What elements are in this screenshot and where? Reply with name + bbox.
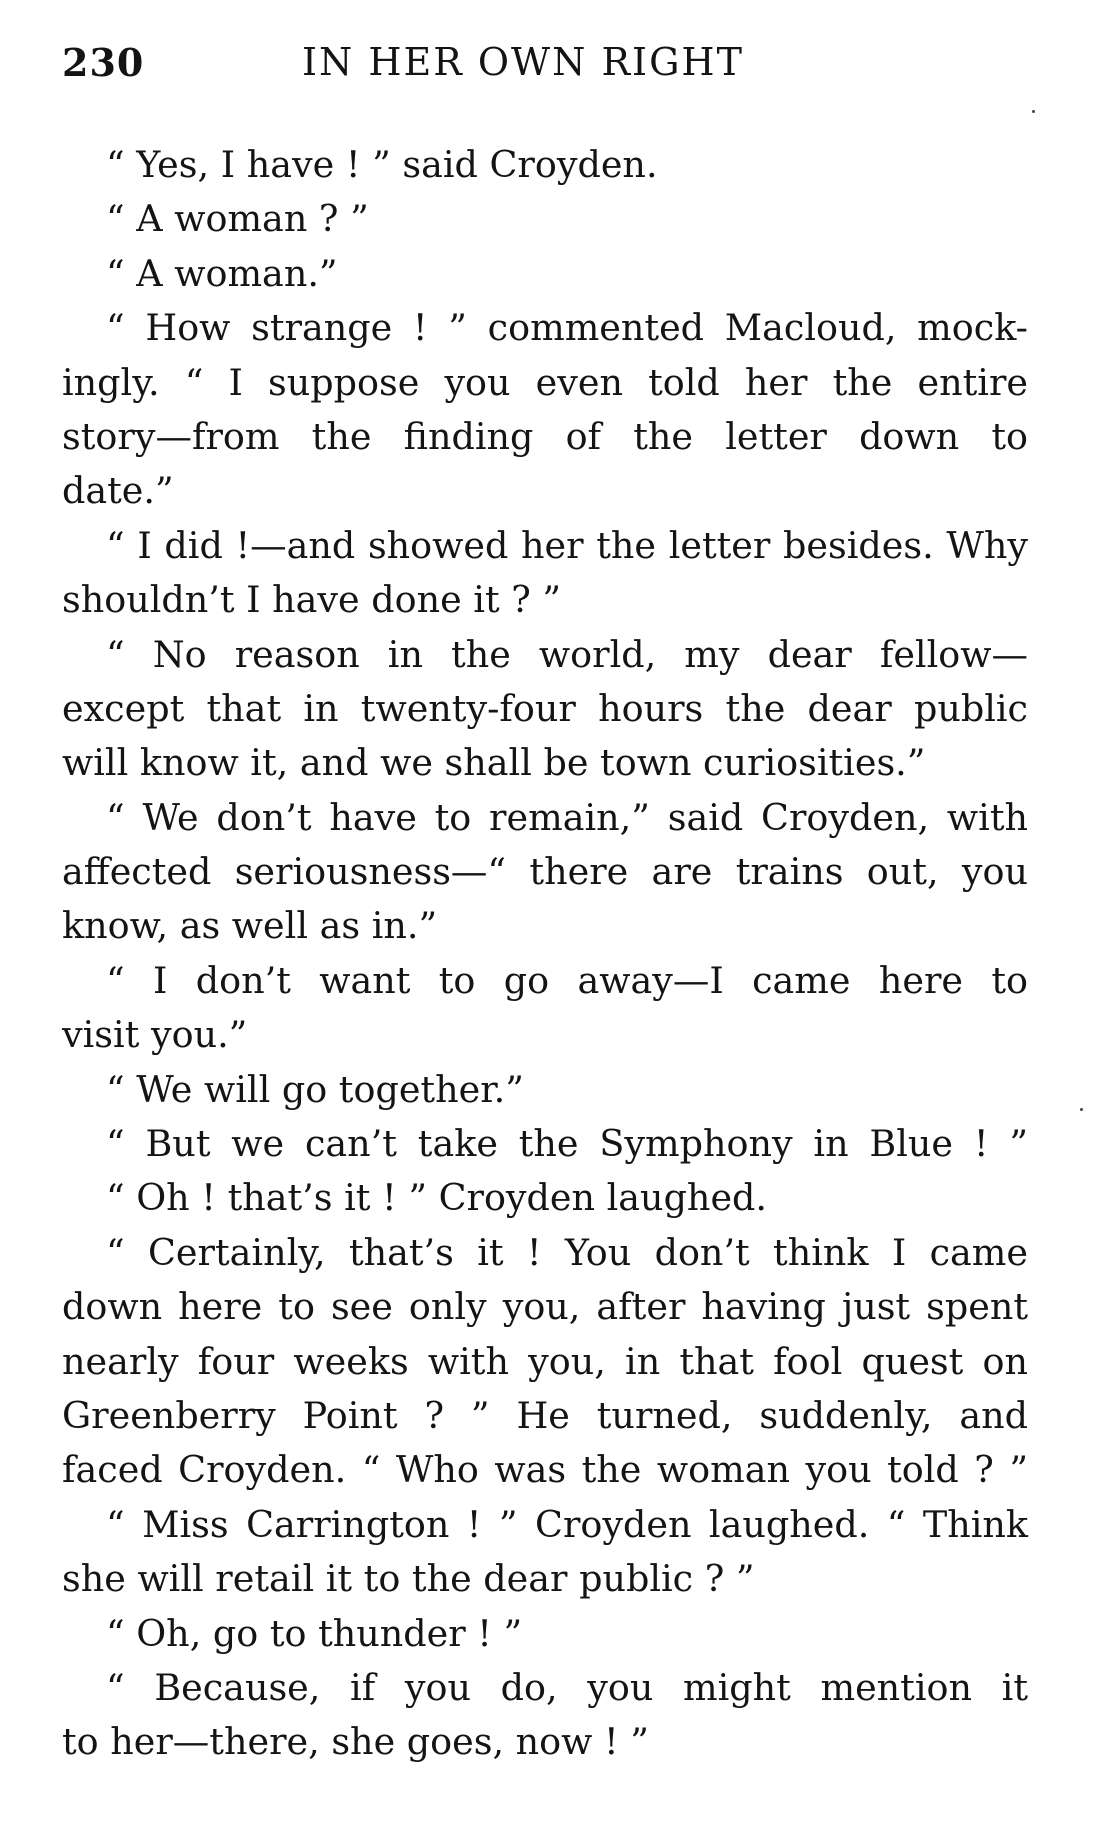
text-line: Greenberry Point ? ” He turned, suddenly, and	[62, 1393, 1028, 1437]
text-line: “ A woman ? ”	[106, 197, 369, 241]
text-line: story—from the finding of the letter down to	[62, 414, 1028, 458]
text-line: “ Because, if you do, you might mention it	[106, 1665, 1028, 1709]
print-speck	[1032, 110, 1035, 113]
text-line: down here to see only you, after having just spent	[62, 1285, 1028, 1329]
text-line: she will retail it to the dear public ? ”	[62, 1557, 755, 1601]
text-line: faced Croyden. “ Who was the woman you told ? ”	[62, 1448, 1028, 1492]
running-title: IN HER OWN RIGHT	[302, 40, 744, 84]
page-header	[62, 40, 1028, 100]
text-line: know, as well as in.”	[62, 904, 438, 948]
text-line: to her—there, she goes, now ! ”	[62, 1720, 649, 1764]
text-line: “ I did !—and showed her the letter besides. Why	[106, 523, 1028, 567]
text-line: nearly four weeks with you, in that fool quest on	[62, 1339, 1028, 1383]
text-line: ingly. “ I suppose you even told her the entire	[62, 360, 1028, 404]
page-number: 230	[62, 40, 145, 85]
text-line: will know it, and we shall be town curiosities.”	[62, 741, 926, 785]
text-line: “ Yes, I have ! ” said Croyden.	[106, 143, 658, 186]
text-line: “ Oh, go to thunder ! ”	[106, 1611, 523, 1655]
print-speck	[1080, 1108, 1083, 1111]
text-line: date.”	[62, 469, 174, 513]
text-line: “ Miss Carrington ! ” Croyden laughed. “ Think	[106, 1502, 1028, 1546]
text-line: shouldn’t I have done it ? ”	[62, 578, 562, 622]
text-line: “ How strange ! ” commented Macloud, mock-	[106, 306, 1028, 350]
text-line: “ We will go together.”	[106, 1067, 524, 1111]
text-line: “ Oh ! that’s it ! ” Croyden laughed.	[106, 1176, 768, 1220]
text-line: “ I don’t want to go away—I came here to	[106, 958, 1028, 1002]
text-line: visit you.”	[62, 1013, 248, 1057]
text-line: “ No reason in the world, my dear fellow—	[106, 632, 1028, 676]
text-line: “ A woman.”	[106, 251, 338, 295]
body-text	[62, 138, 1028, 1770]
text-line: affected seriousness—“ there are trains out, you	[62, 850, 1028, 894]
text-line: “ Certainly, that’s it ! You don’t think I came	[106, 1230, 1028, 1274]
text-line: “ We don’t have to remain,” said Croyden, with	[106, 795, 1028, 839]
text-line: except that in twenty-four hours the dear public	[62, 686, 1028, 730]
text-line: “ But we can’t take the Symphony in Blue ! ”	[106, 1122, 1028, 1166]
